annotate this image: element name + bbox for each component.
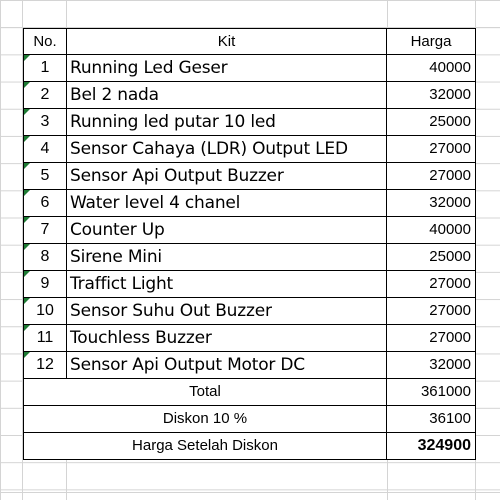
final-price-label[interactable]: Harga Setelah Diskon	[24, 433, 387, 460]
final-price-row	[24, 433, 476, 460]
number-as-text-marker-icon	[24, 82, 30, 88]
table-row	[24, 190, 476, 217]
row-number: 8	[40, 248, 50, 265]
number-as-text-marker-icon	[24, 352, 30, 358]
total-row	[24, 379, 476, 406]
row-number: 10	[36, 302, 54, 319]
number-as-text-marker-icon	[24, 55, 30, 61]
table-row	[24, 136, 476, 163]
row-number-cell[interactable]	[24, 82, 67, 109]
kit-name-cell[interactable]: Running Led Geser	[67, 55, 387, 82]
price-table	[23, 28, 476, 460]
price-cell[interactable]: 27000	[387, 271, 476, 298]
header-harga[interactable]: Harga	[387, 29, 476, 55]
row-number-cell[interactable]	[24, 217, 67, 244]
kit-name-cell[interactable]: Sensor Cahaya (LDR) Output LED	[67, 136, 387, 163]
kit-name-cell[interactable]: Sirene Mini	[67, 244, 387, 271]
row-number: 7	[40, 221, 50, 238]
row-number: 2	[40, 86, 50, 103]
row-number: 11	[36, 329, 54, 346]
number-as-text-marker-icon	[24, 136, 30, 142]
number-as-text-marker-icon	[24, 325, 30, 331]
number-as-text-marker-icon	[24, 109, 30, 115]
table-row	[24, 325, 476, 352]
price-cell[interactable]: 40000	[387, 55, 476, 82]
number-as-text-marker-icon	[24, 217, 30, 223]
row-number: 1	[40, 59, 50, 76]
header-no[interactable]: No.	[24, 29, 67, 55]
row-number-cell[interactable]	[24, 55, 67, 82]
kit-name-cell[interactable]: Sensor Api Output Motor DC	[67, 352, 387, 379]
row-number: 6	[40, 194, 50, 211]
row-number-cell[interactable]	[24, 271, 67, 298]
price-cell[interactable]: 27000	[387, 163, 476, 190]
table-row	[24, 217, 476, 244]
header-row	[24, 29, 476, 55]
total-label[interactable]: Total	[24, 379, 387, 406]
discount-row	[24, 406, 476, 433]
table-row	[24, 109, 476, 136]
price-cell[interactable]: 25000	[387, 244, 476, 271]
price-cell[interactable]: 27000	[387, 325, 476, 352]
row-number: 5	[40, 167, 50, 184]
kit-name-cell[interactable]: Running led putar 10 led	[67, 109, 387, 136]
price-cell[interactable]: 27000	[387, 298, 476, 325]
kit-name-cell[interactable]: Sensor Api Output Buzzer	[67, 163, 387, 190]
row-number-cell[interactable]	[24, 352, 67, 379]
number-as-text-marker-icon	[24, 271, 30, 277]
row-number: 12	[36, 356, 54, 373]
kit-name-cell[interactable]: Water level 4 chanel	[67, 190, 387, 217]
row-number-cell[interactable]	[24, 163, 67, 190]
table-row	[24, 82, 476, 109]
kit-name-cell[interactable]: Touchless Buzzer	[67, 325, 387, 352]
number-as-text-marker-icon	[24, 163, 30, 169]
kit-name-cell[interactable]: Bel 2 nada	[67, 82, 387, 109]
row-number-cell[interactable]	[24, 298, 67, 325]
row-number-cell[interactable]	[24, 136, 67, 163]
row-number-cell[interactable]	[24, 325, 67, 352]
price-cell[interactable]: 40000	[387, 217, 476, 244]
row-number-cell[interactable]	[24, 109, 67, 136]
row-number-cell[interactable]	[24, 190, 67, 217]
table-row	[24, 352, 476, 379]
number-as-text-marker-icon	[24, 298, 30, 304]
row-number: 9	[40, 275, 50, 292]
kit-name-cell[interactable]: Traffict Light	[67, 271, 387, 298]
discount-value[interactable]: 36100	[387, 406, 476, 433]
table-row	[24, 55, 476, 82]
discount-label[interactable]: Diskon 10 %	[24, 406, 387, 433]
row-number: 3	[40, 113, 50, 130]
row-number-cell[interactable]	[24, 244, 67, 271]
total-value[interactable]: 361000	[387, 379, 476, 406]
price-cell[interactable]: 25000	[387, 109, 476, 136]
kit-name-cell[interactable]: Sensor Suhu Out Buzzer	[67, 298, 387, 325]
price-cell[interactable]: 32000	[387, 190, 476, 217]
number-as-text-marker-icon	[24, 190, 30, 196]
final-price-value[interactable]: 324900	[387, 433, 476, 460]
number-as-text-marker-icon	[24, 244, 30, 250]
header-kit[interactable]: Kit	[67, 29, 387, 55]
table-row	[24, 244, 476, 271]
price-cell[interactable]: 32000	[387, 82, 476, 109]
price-cell[interactable]: 27000	[387, 136, 476, 163]
table-row	[24, 163, 476, 190]
row-number: 4	[40, 140, 50, 157]
table-row	[24, 271, 476, 298]
kit-name-cell[interactable]: Counter Up	[67, 217, 387, 244]
price-cell[interactable]: 32000	[387, 352, 476, 379]
table-row	[24, 298, 476, 325]
